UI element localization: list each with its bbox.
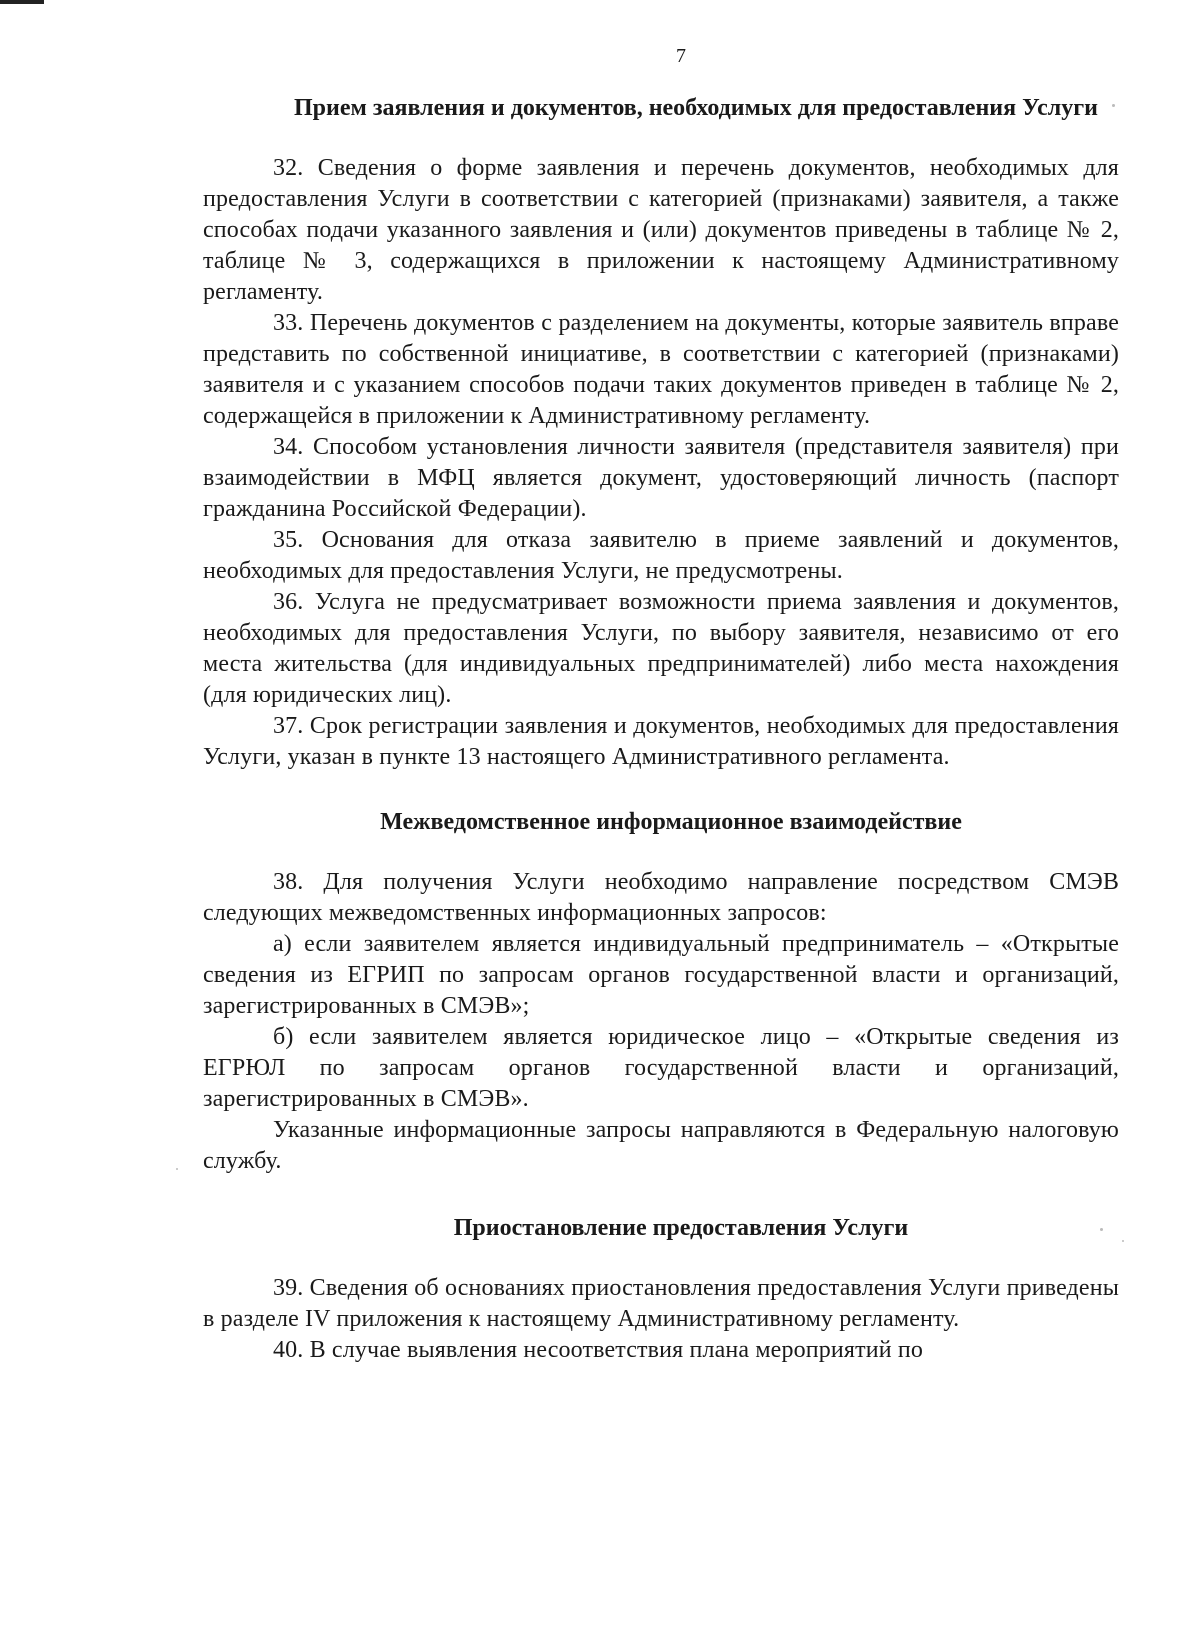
section-body (203, 867, 1119, 1177)
paragraph: 38. Для получения Услуги необходимо направление посредством СМЭВ следующих межведомственных информационных запросов: (203, 869, 1119, 926)
scan-edge-mark (0, 0, 44, 4)
paragraph: 34. Способом установления личности заявителя (представителя заявителя) при взаимодействии в МФЦ является документ, удостоверяющий личность (паспорт гражданина Российской Федерации). (203, 434, 1119, 522)
page-number: 7 (676, 45, 686, 67)
paragraph: 40. В случае выявления несоответствия плана мероприятий по (273, 1337, 924, 1363)
paragraph: 35. Основания для отказа заявителю в приеме заявлений и документов, необходимых для предоставления Услуги, не предусмотрены. (203, 527, 1119, 584)
document-page (203, 44, 1119, 1366)
paragraph: б) если заявителем является юридическое лицо – «Открытые сведения из ЕГРЮЛ по запросам органов государственной власти и организаций, зарегистрированных в СМЭВ». (203, 1024, 1119, 1112)
paragraph: а) если заявителем является индивидуальный предприниматель – «Открытые сведения из ЕГРИП по запросам органов государственной власти и организаций, зарегистрированных в СМЭВ»; (203, 931, 1119, 1019)
section-body (203, 153, 1119, 773)
paragraph: 36. Услуга не предусматривает возможности приема заявления и документов, необходимых для предоставления Услуги, по выбору заявителя, независимо от его места жительства (для индивидуальных предпринимателей) либо места нахождения (для юридических лиц). (203, 589, 1119, 708)
paragraph: 39. Сведения об основаниях приостановления предоставления Услуги приведены в разделе IV приложения к настоящему Административному регламенту. (203, 1275, 1119, 1332)
paragraph: Указанные информационные запросы направляются в Федеральную налоговую службу. (203, 1117, 1119, 1174)
scan-speck (176, 1168, 178, 1170)
scan-speck (1122, 1240, 1124, 1242)
section-heading: Приостановление предоставления Услуги (453, 1215, 909, 1241)
paragraph: 37. Срок регистрации заявления и документов, необходимых для предоставления Услуги, указан в пункте 13 настоящего Административного регламента. (203, 713, 1119, 770)
paragraph: 33. Перечень документов с разделением на документы, которые заявитель вправе представить по собственной инициативе, в соответствии с категорией (признаками) заявителя и с указанием способов подачи таких документов приведен в таблице № 2, содержащейся в приложении к Административному регламенту. (203, 310, 1119, 429)
paragraph: 32. Сведения о форме заявления и перечень документов, необходимых для предоставления Услуги в соответствии с категорией (признаками) заявителя, а также способах подачи указанного заявления и (или) документов приведены в таблице № 2, таблице № 3, содержащихся в приложении к настоящему Административному регламенту. (203, 155, 1119, 305)
section-heading: Межведомственное информационное взаимодействие (380, 809, 962, 835)
section-heading: Прием заявления и документов, необходимых для предоставления Услуги (294, 95, 1098, 121)
section-body (203, 1273, 1119, 1366)
